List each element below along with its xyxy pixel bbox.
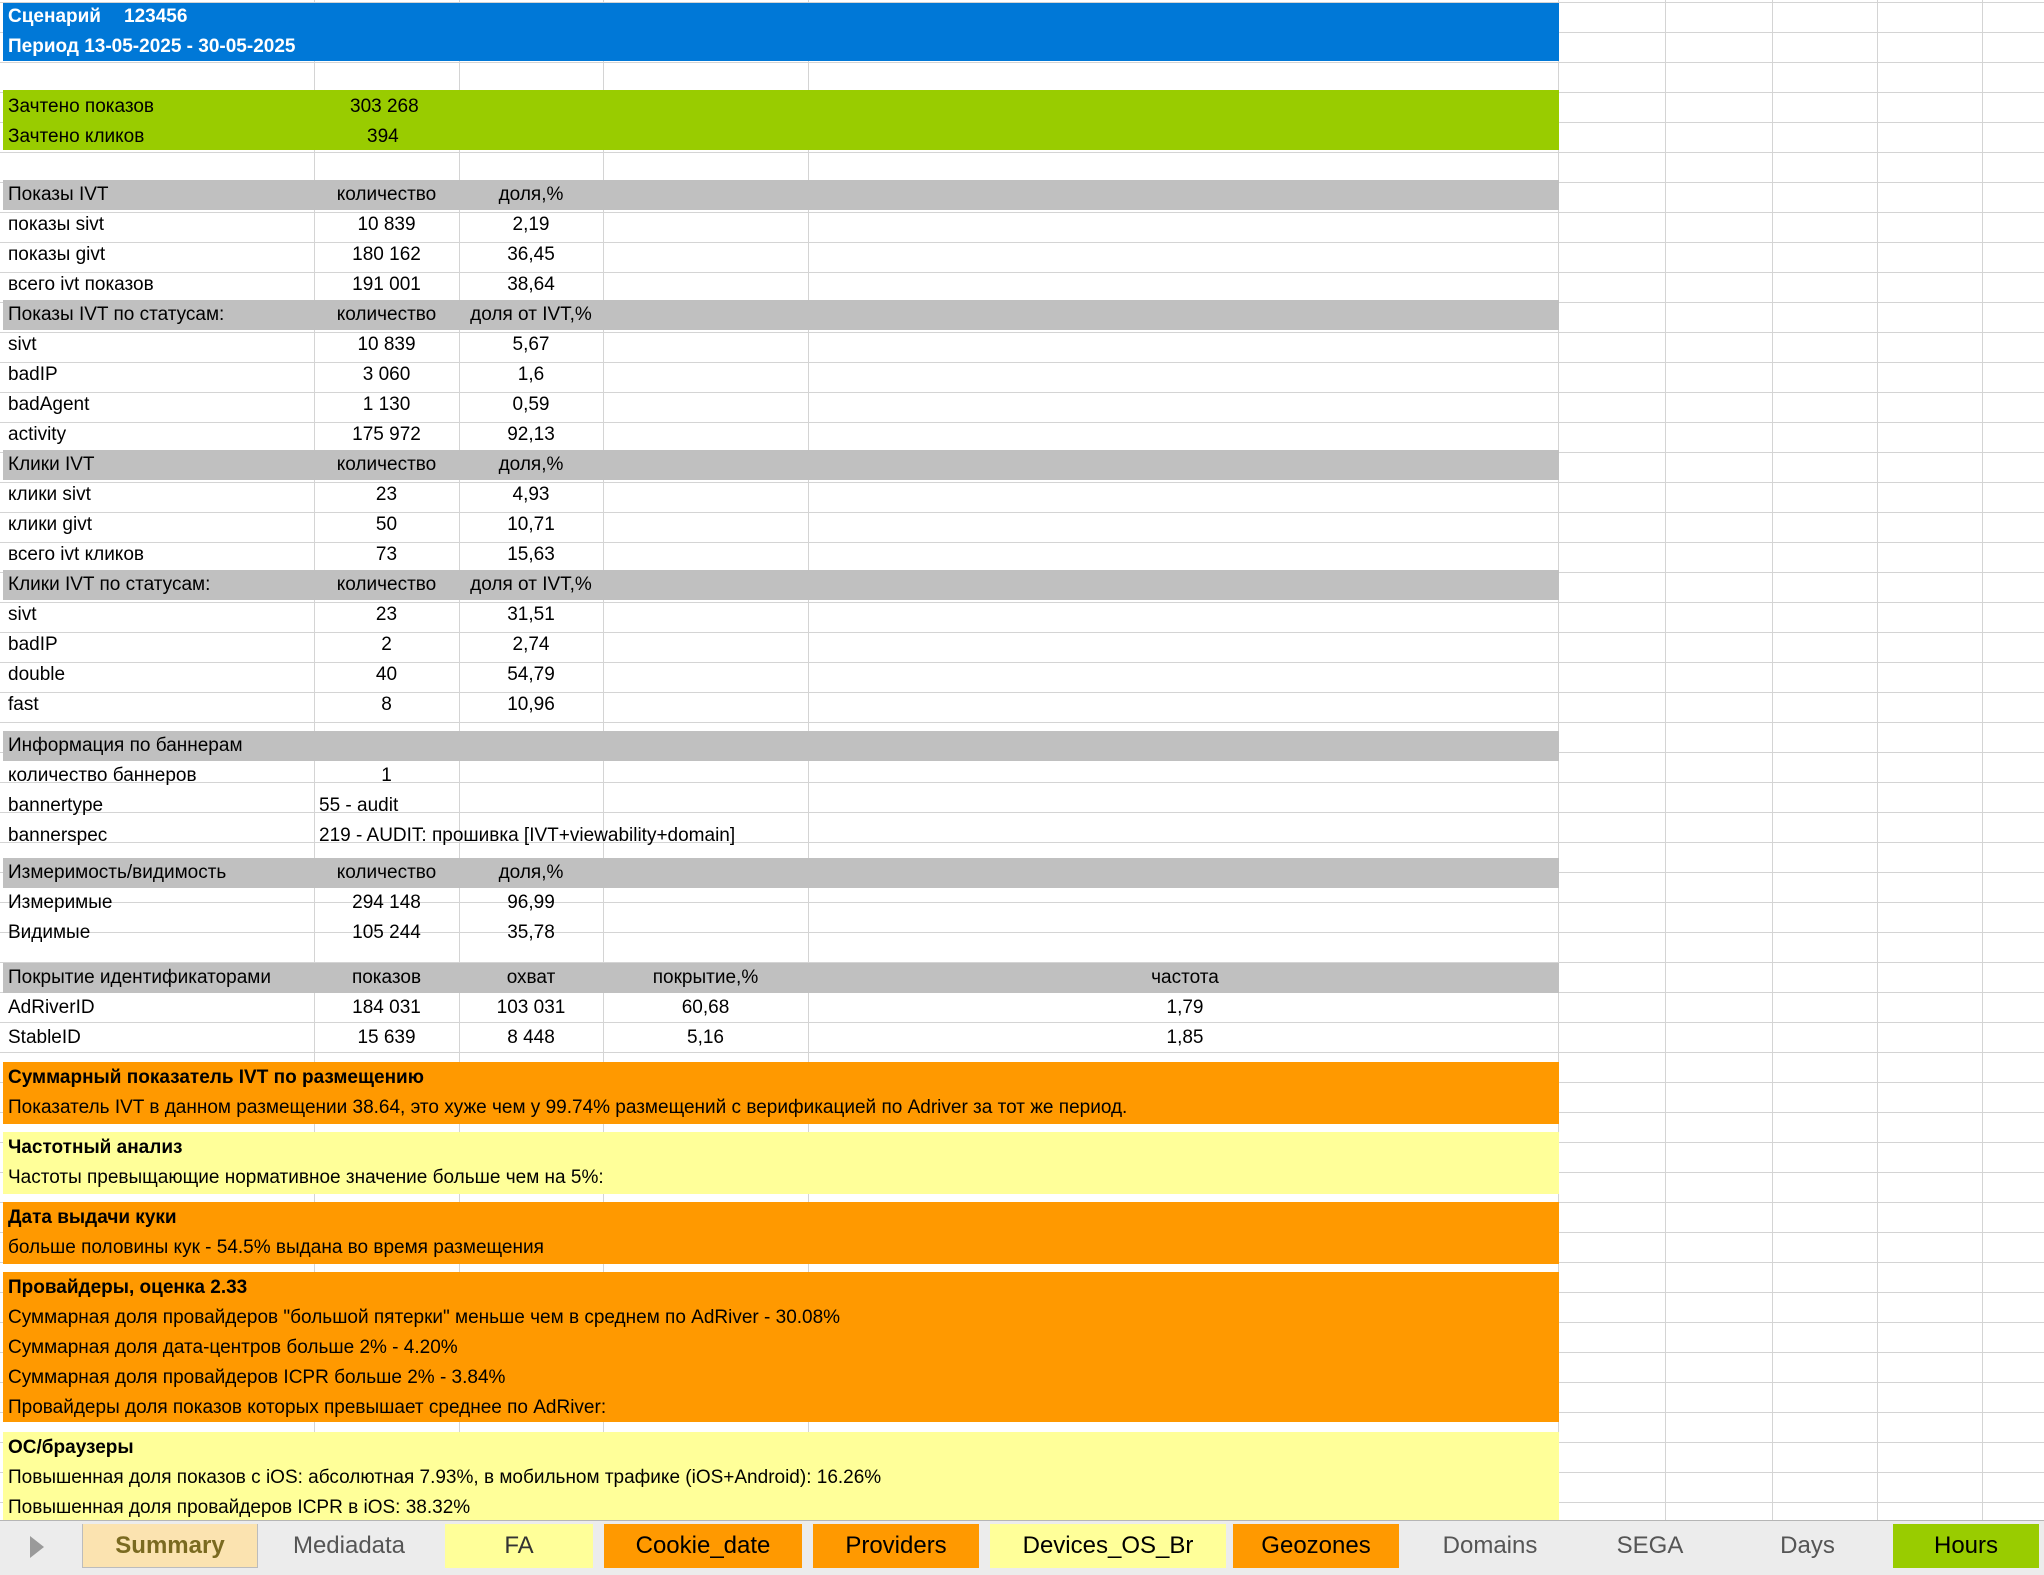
- grid-line: [0, 332, 2044, 333]
- row-count[interactable]: 191 001: [352, 274, 421, 295]
- col-header-share: доля от IVT,%: [470, 304, 592, 325]
- tab-days[interactable]: Days: [1780, 1532, 1835, 1559]
- row-coverage[interactable]: 60,68: [681, 997, 730, 1018]
- counted-impressions-value[interactable]: 303 268: [350, 96, 419, 117]
- grid-line: [0, 212, 2044, 213]
- tab-mediadata[interactable]: Mediadata: [292, 1532, 406, 1559]
- grid-line: [0, 392, 2044, 393]
- row-count[interactable]: 3 060: [362, 364, 411, 385]
- section-header-band: [3, 180, 1559, 210]
- frequency-text[interactable]: Частоты превыщающие нормативное значение больше чем на 5%:: [8, 1167, 604, 1188]
- row-count[interactable]: 105 244: [352, 922, 421, 943]
- row-count[interactable]: 50: [375, 514, 398, 535]
- ivt-impressions-status-title: Показы IVT по статусам:: [8, 304, 225, 325]
- section-header-band: [3, 450, 1559, 480]
- row-label: badAgent: [8, 394, 90, 415]
- tab-sega[interactable]: SEGA: [1616, 1532, 1684, 1559]
- tab-domains[interactable]: Domains: [1442, 1532, 1538, 1559]
- row-share[interactable]: 4,93: [512, 484, 550, 505]
- tab-cookie-date[interactable]: Cookie_date: [604, 1524, 802, 1568]
- row-label: double: [8, 664, 66, 685]
- section-header-band: [3, 858, 1559, 888]
- os-browsers-line[interactable]: Повышенная доля показов с iOS: абсолютная 7.93%, в мобильном трафике (iOS+Android): 16.26%: [8, 1467, 882, 1488]
- row-count[interactable]: 180 162: [352, 244, 421, 265]
- row-share[interactable]: 35,78: [507, 922, 555, 943]
- ivt-clicks-status-title: Клики IVT по статусам:: [8, 574, 211, 595]
- row-frequency[interactable]: 1,85: [1166, 1027, 1204, 1048]
- col-header-count: количество: [336, 304, 437, 325]
- id-coverage-title: Покрытие идентификаторами: [8, 967, 271, 988]
- row-share[interactable]: 15,63: [507, 544, 555, 565]
- row-share[interactable]: 96,99: [507, 892, 555, 913]
- grid-line: [0, 542, 2044, 543]
- providers-line[interactable]: Суммарная доля провайдеров ICPR больше 2% - 3.84%: [8, 1367, 506, 1388]
- grid-line: [0, 512, 2044, 513]
- row-share[interactable]: 10,71: [507, 514, 555, 535]
- grid-line: [0, 422, 2044, 423]
- col-header-count: количество: [336, 862, 437, 883]
- summary-ivt-title: Суммарный показатель IVT по размещению: [8, 1067, 424, 1088]
- row-count[interactable]: 10 839: [357, 214, 416, 235]
- ivt-impressions-title: Показы IVT: [8, 184, 109, 205]
- grid-line: [0, 722, 2044, 723]
- row-share[interactable]: 36,45: [507, 244, 555, 265]
- banners-count-label: количество баннеров: [8, 765, 197, 786]
- tab-hours[interactable]: Hours: [1893, 1524, 2039, 1568]
- row-share[interactable]: 2,19: [512, 214, 550, 235]
- grid-line: [0, 932, 2044, 933]
- row-frequency[interactable]: 1,79: [1166, 997, 1204, 1018]
- col-header-share: доля,%: [498, 454, 564, 475]
- bannertype-label: bannertype: [8, 795, 104, 816]
- row-share[interactable]: 10,96: [507, 694, 555, 715]
- cookie-title: Дата выдачи куки: [8, 1207, 177, 1228]
- grid-line: [0, 602, 2044, 603]
- col-header-share: доля от IVT,%: [470, 574, 592, 595]
- row-label: sivt: [8, 334, 37, 355]
- row-count[interactable]: 40: [375, 664, 398, 685]
- col-header-frequency: частота: [1151, 967, 1219, 988]
- grid-line: [0, 272, 2044, 273]
- grid-line: [0, 362, 2044, 363]
- viewability-title: Измеримость/видимость: [8, 862, 227, 883]
- row-label: клики givt: [8, 514, 92, 535]
- row-count[interactable]: 10 839: [357, 334, 416, 355]
- counted-clicks-value[interactable]: 394: [367, 126, 399, 147]
- col-header-count: количество: [336, 574, 437, 595]
- grid-line: [0, 782, 2044, 783]
- row-impressions[interactable]: 15 639: [357, 1027, 416, 1048]
- row-count[interactable]: 8: [381, 694, 392, 715]
- counted-impressions-label: Зачтено показов: [8, 96, 155, 117]
- play-icon[interactable]: [30, 1536, 44, 1558]
- row-share[interactable]: 92,13: [507, 424, 555, 445]
- row-count[interactable]: 294 148: [352, 892, 421, 913]
- tab-geozones[interactable]: Geozones: [1233, 1524, 1399, 1568]
- frequency-title: Частотный анализ: [8, 1137, 183, 1158]
- row-label: Видимые: [8, 922, 91, 943]
- tab-summary[interactable]: Summary: [82, 1524, 258, 1568]
- grid-line: [0, 692, 2044, 693]
- os-browsers-line[interactable]: Повышенная доля провайдеров ICPR в iOS: 38.32%: [8, 1497, 471, 1518]
- row-label: всего ivt показов: [8, 274, 154, 295]
- row-share[interactable]: 31,51: [507, 604, 555, 625]
- col-header-count: количество: [336, 184, 437, 205]
- grid-line: [0, 842, 2044, 843]
- row-impressions[interactable]: 184 031: [352, 997, 421, 1018]
- col-header-impressions: показов: [351, 967, 422, 988]
- row-coverage[interactable]: 5,16: [687, 1027, 724, 1048]
- scenario-label: Сценарий: [8, 6, 101, 27]
- row-label: StableID: [8, 1027, 81, 1048]
- row-count[interactable]: 1 130: [362, 394, 411, 415]
- os-browsers-title: ОС/браузеры: [8, 1437, 134, 1458]
- tab-fa[interactable]: FA: [445, 1524, 593, 1568]
- grid-line: [0, 812, 2044, 813]
- grid-line: [0, 1022, 2044, 1023]
- row-reach[interactable]: 8 448: [507, 1027, 555, 1048]
- grid-line: [0, 1052, 2044, 1053]
- section-header-band: [3, 300, 1559, 330]
- bannertype-value[interactable]: 55 - audit: [319, 795, 399, 816]
- ivt-clicks-title: Клики IVT: [8, 454, 95, 475]
- row-label: fast: [8, 694, 39, 715]
- counted-band: [3, 90, 1559, 150]
- providers-line[interactable]: Провайдеры доля показов которых превышает среднее по AdRiver:: [8, 1397, 607, 1418]
- bannerspec-label: bannerspec: [8, 825, 108, 846]
- col-header-share: доля,%: [498, 862, 564, 883]
- summary-ivt-text[interactable]: Показатель IVT в данном размещении 38.64, это хуже чем у 99.74% размещений с верификацией по Adriver за тот же период.: [8, 1097, 1128, 1118]
- row-count[interactable]: 23: [375, 604, 398, 625]
- row-label: badIP: [8, 634, 58, 655]
- banners-title: Информация по баннерам: [8, 735, 243, 756]
- row-label: badIP: [8, 364, 58, 385]
- grid-line: [0, 902, 2044, 903]
- section-header-band: [3, 570, 1559, 600]
- grid-line: [0, 632, 2044, 633]
- row-share[interactable]: 2,74: [512, 634, 550, 655]
- tab-devices-os-br[interactable]: Devices_OS_Br: [990, 1524, 1226, 1568]
- cookie-text[interactable]: больше половины кук - 54.5% выдана во время размещения: [8, 1237, 544, 1258]
- period[interactable]: Период 13-05-2025 - 30-05-2025: [8, 36, 296, 57]
- grid-line: [0, 152, 2044, 153]
- col-header-coverage: покрытие,%: [652, 967, 759, 988]
- row-share[interactable]: 38,64: [507, 274, 555, 295]
- scenario-id[interactable]: 123456: [124, 6, 188, 27]
- row-share[interactable]: 0,59: [512, 394, 550, 415]
- grid-line: [0, 62, 2044, 63]
- grid-line: [0, 242, 2044, 243]
- row-label: sivt: [8, 604, 37, 625]
- col-header-reach: охват: [506, 967, 556, 988]
- counted-clicks-label: Зачтено кликов: [8, 126, 145, 147]
- row-count[interactable]: 73: [375, 544, 398, 565]
- row-label: клики sivt: [8, 484, 91, 505]
- tab-providers[interactable]: Providers: [813, 1524, 979, 1568]
- col-header-share: доля,%: [498, 184, 564, 205]
- providers-line[interactable]: Суммарная доля провайдеров "большой пятерки" меньше чем в среднем по AdRiver - 30.08%: [8, 1307, 841, 1328]
- row-count[interactable]: 175 972: [352, 424, 421, 445]
- row-label: всего ivt кликов: [8, 544, 144, 565]
- row-label: показы sivt: [8, 214, 105, 235]
- col-header-count: количество: [336, 454, 437, 475]
- grid-line: [0, 482, 2044, 483]
- providers-line[interactable]: Суммарная доля дата-центров больше 2% - 4.20%: [8, 1337, 458, 1358]
- row-share[interactable]: 5,67: [512, 334, 550, 355]
- row-count[interactable]: 2: [381, 634, 392, 655]
- row-share[interactable]: 54,79: [507, 664, 555, 685]
- row-label: AdRiverID: [8, 997, 95, 1018]
- row-label: показы givt: [8, 244, 106, 265]
- row-label: Измеримые: [8, 892, 113, 913]
- banners-count[interactable]: 1: [381, 765, 392, 786]
- providers-title: Провайдеры, оценка 2.33: [8, 1277, 248, 1298]
- row-share[interactable]: 1,6: [517, 364, 545, 385]
- row-count[interactable]: 23: [375, 484, 398, 505]
- grid-line: [0, 662, 2044, 663]
- bannerspec-value[interactable]: 219 - AUDIT: прошивка [IVT+viewability+domain]: [319, 825, 736, 846]
- row-reach[interactable]: 103 031: [496, 997, 566, 1018]
- row-label: activity: [8, 424, 67, 445]
